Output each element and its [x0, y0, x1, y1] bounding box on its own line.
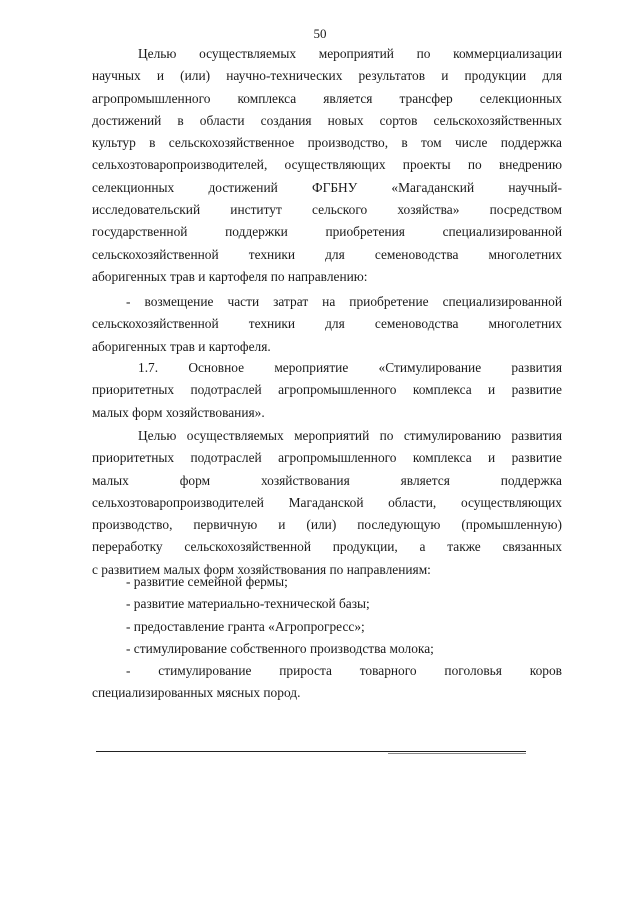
text-line: приоритетных подотраслей агропромышленного комплекса и развитие — [92, 450, 562, 466]
text-line: сельскохозяйственной техники для семеноводства многолетних — [92, 246, 562, 262]
text-line: переработку сельскохозяйственной продукции, а также связанных — [92, 539, 562, 555]
text-line: с развитием малых форм хозяйствования по направлениям: — [92, 561, 431, 577]
list-item: - предоставление гранта «Агропрогресс»; — [126, 618, 365, 634]
text-line: достижений в области создания новых сортов сельскохозяйственных — [92, 112, 562, 128]
text-line: Целью осуществляемых мероприятий по стимулированию развития — [138, 428, 562, 443]
paragraph-stimulation — [92, 425, 562, 581]
list-item-continuation: специализированных мясных пород. — [92, 685, 301, 701]
text-line: малых форм хозяйствования является поддержка — [92, 472, 562, 488]
list-item: - развитие семейной фермы; — [126, 574, 288, 589]
text-line: малых форм хозяйствования». — [92, 404, 265, 420]
text-line: государственной поддержки приобретения специализированной — [92, 224, 562, 240]
page-number: 50 — [313, 26, 327, 41]
text-line: производство, первичную и (или) последующую (промышленную) — [92, 517, 562, 533]
text-line: приоритетных подотраслей агропромышленного комплекса и развитие — [92, 382, 562, 398]
text-line: исследовательский институт сельского хозяйства» посредством — [92, 202, 562, 218]
list-item: - стимулирование прироста товарного поголовья коров — [126, 663, 562, 679]
text-line: аборигенных трав и картофеля по направлению: — [92, 268, 368, 284]
section-title-line: 1.7. Основное мероприятие «Стимулирование развития — [138, 360, 562, 375]
text-line: агропромышленного комплекса является трансфер селекционных — [92, 90, 562, 106]
text-line: - возмещение части затрат на приобретение специализированной — [126, 294, 562, 309]
text-line: сельхозтоваропроизводителей Магаданской области, осуществляющих — [92, 494, 562, 510]
text-line: научных и (или) научно-технических результатов и продукции для — [92, 68, 562, 84]
directions-list — [92, 571, 562, 705]
footnote-separator — [96, 751, 526, 752]
text-line: сельхозтоваропроизводителей, осуществляющих проекты по внедрению — [92, 157, 562, 173]
list-item: - развитие материально-технической базы; — [126, 596, 370, 612]
text-line: селекционных достижений ФГБНУ «Магаданский научный- — [92, 179, 562, 195]
paragraph-compensation — [92, 291, 562, 358]
paragraph-commercialization — [92, 43, 562, 288]
text-line: культур в сельскохозяйственное производство, в том числе поддержка — [92, 135, 562, 151]
text-line: аборигенных трав и картофеля. — [92, 338, 271, 354]
text-line: Целью осуществляемых мероприятий по коммерциализации — [138, 46, 562, 61]
section-heading-1-7 — [92, 357, 562, 424]
list-item: - стимулирование собственного производства молока; — [126, 640, 434, 656]
text-line: сельскохозяйственной техники для семеноводства многолетних — [92, 316, 562, 332]
footnote-separator-shadow — [388, 753, 526, 754]
